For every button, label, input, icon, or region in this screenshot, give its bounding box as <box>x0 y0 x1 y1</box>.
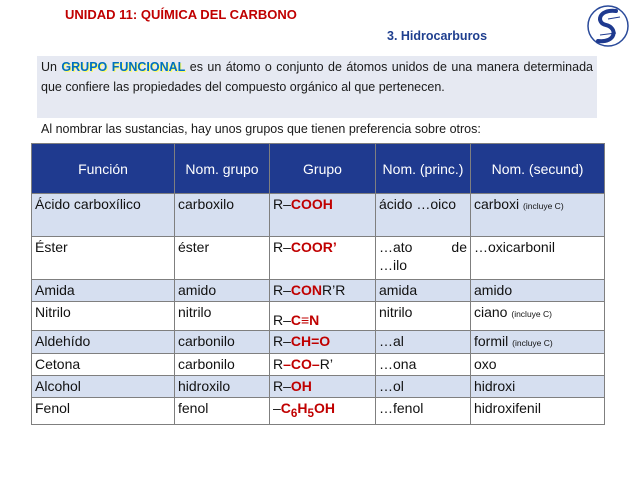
secund-note: (incluye C) <box>512 338 553 348</box>
cell-grupo <box>270 398 376 425</box>
cell-princ: …al <box>376 331 471 354</box>
cell-funcion: Alcohol <box>32 376 175 398</box>
cell-princ: …ona <box>376 354 471 376</box>
princ-part-b: de <box>451 239 467 255</box>
cell-nom-grupo: carboxilo <box>175 194 270 237</box>
header-nom-secund: Nom. (secund) <box>471 144 605 194</box>
princ-part-c: …ilo <box>379 257 408 273</box>
table-row <box>32 376 605 398</box>
grupo-prefix: R– <box>273 312 291 328</box>
grupo-highlight: CH=O <box>290 333 331 349</box>
cell-secund: amido <box>471 280 605 302</box>
section-title: 3. Hidrocarburos <box>387 29 488 43</box>
functional-groups-table <box>31 143 605 425</box>
grupo-highlight: –CO– <box>283 356 320 372</box>
secund-name: carboxi <box>474 196 520 212</box>
secund-name: formil <box>474 333 509 349</box>
cell-funcion: Aldehído <box>32 331 175 354</box>
cell-nom-grupo: amido <box>175 280 270 302</box>
cell-grupo <box>270 354 376 376</box>
cell-nom-grupo: carbonilo <box>175 331 270 354</box>
grupo-prefix: R– <box>273 239 291 255</box>
cell-funcion: Ácido carboxílico <box>32 194 175 237</box>
grupo-prefix: – <box>273 400 281 416</box>
cell-secund: hidroxifenil <box>471 398 605 425</box>
secund-note: (incluye C) <box>523 201 564 211</box>
cell-nom-grupo: carbonilo <box>175 354 270 376</box>
table-row <box>32 354 605 376</box>
table-row <box>32 237 605 280</box>
cell-nom-grupo: éster <box>175 237 270 280</box>
cell-princ: ácido …oico <box>376 194 471 237</box>
grupo-highlight-h: H <box>297 400 308 416</box>
cell-secund: hidroxi <box>471 376 605 398</box>
cell-secund: oxo <box>471 354 605 376</box>
header-grupo: Grupo <box>270 144 376 194</box>
grupo-prefix: R– <box>273 378 291 394</box>
header-nom-grupo: Nom. grupo <box>175 144 270 194</box>
intro-text: Al nombrar las sustancias, hay unos grupos que tienen preferencia sobre otros: <box>41 122 481 136</box>
grupo-highlight: C≡N <box>290 312 320 328</box>
cell-princ: …ol <box>376 376 471 398</box>
cell-nom-grupo: hidroxilo <box>175 376 270 398</box>
table-row <box>32 194 605 237</box>
grupo-highlight: OH <box>290 378 312 394</box>
definition-prefix: Un <box>41 60 57 74</box>
grupo-suffix: R’ <box>319 356 333 372</box>
grupo-highlight: CON <box>290 282 323 298</box>
definition-box <box>37 56 597 118</box>
cell-princ <box>376 237 471 280</box>
table-row <box>32 398 605 425</box>
grupo-highlight-oh: OH <box>314 400 336 416</box>
cell-grupo <box>270 376 376 398</box>
cell-grupo <box>270 331 376 354</box>
cell-princ: nitrilo <box>376 302 471 331</box>
author-logo <box>586 3 630 49</box>
header-funcion: Función <box>32 144 175 194</box>
grupo-suffix: R’R <box>322 282 346 298</box>
cell-princ: …fenol <box>376 398 471 425</box>
cell-funcion: Cetona <box>32 354 175 376</box>
cell-nom-grupo: nitrilo <box>175 302 270 331</box>
definition-text: es un átomo o conjunto de átomos unidos de una manera determinada que confiere las propiedades del compuesto orgánico al que pertenecen. <box>41 60 593 94</box>
grupo-prefix: R– <box>273 196 291 212</box>
table-row <box>32 280 605 302</box>
cell-grupo <box>270 302 376 331</box>
table-header-row <box>32 144 605 194</box>
cell-nom-grupo: fenol <box>175 398 270 425</box>
grupo-highlight-c: C <box>280 400 291 416</box>
table-row <box>32 331 605 354</box>
header-nom-princ: Nom. (princ.) <box>376 144 471 194</box>
unit-title: UNIDAD 11: QUÍMICA DEL CARBONO <box>65 7 297 22</box>
grupo-prefix: R– <box>273 333 291 349</box>
secund-name: ciano <box>474 304 508 320</box>
cell-secund <box>471 302 605 331</box>
grupo-subscript-5: 5 <box>307 406 315 420</box>
cell-funcion: Éster <box>32 237 175 280</box>
grupo-prefix: R <box>273 356 284 372</box>
cell-secund <box>471 331 605 354</box>
grupo-subscript-6: 6 <box>290 406 298 420</box>
cell-grupo <box>270 194 376 237</box>
table-row <box>32 302 605 331</box>
secund-note: (incluye C) <box>511 309 552 319</box>
cell-funcion: Amida <box>32 280 175 302</box>
definition-keyword: GRUPO FUNCIONAL <box>61 60 186 74</box>
cell-princ: amida <box>376 280 471 302</box>
cell-secund <box>471 194 605 237</box>
cell-grupo <box>270 237 376 280</box>
cell-funcion: Nitrilo <box>32 302 175 331</box>
grupo-highlight: COOH <box>290 196 333 212</box>
grupo-prefix: R– <box>273 282 291 298</box>
princ-part-a: …ato <box>379 239 413 255</box>
cell-secund: …oxicarbonil <box>471 237 605 280</box>
grupo-highlight: COOR’ <box>290 239 337 255</box>
cell-funcion: Fenol <box>32 398 175 425</box>
cell-grupo <box>270 280 376 302</box>
